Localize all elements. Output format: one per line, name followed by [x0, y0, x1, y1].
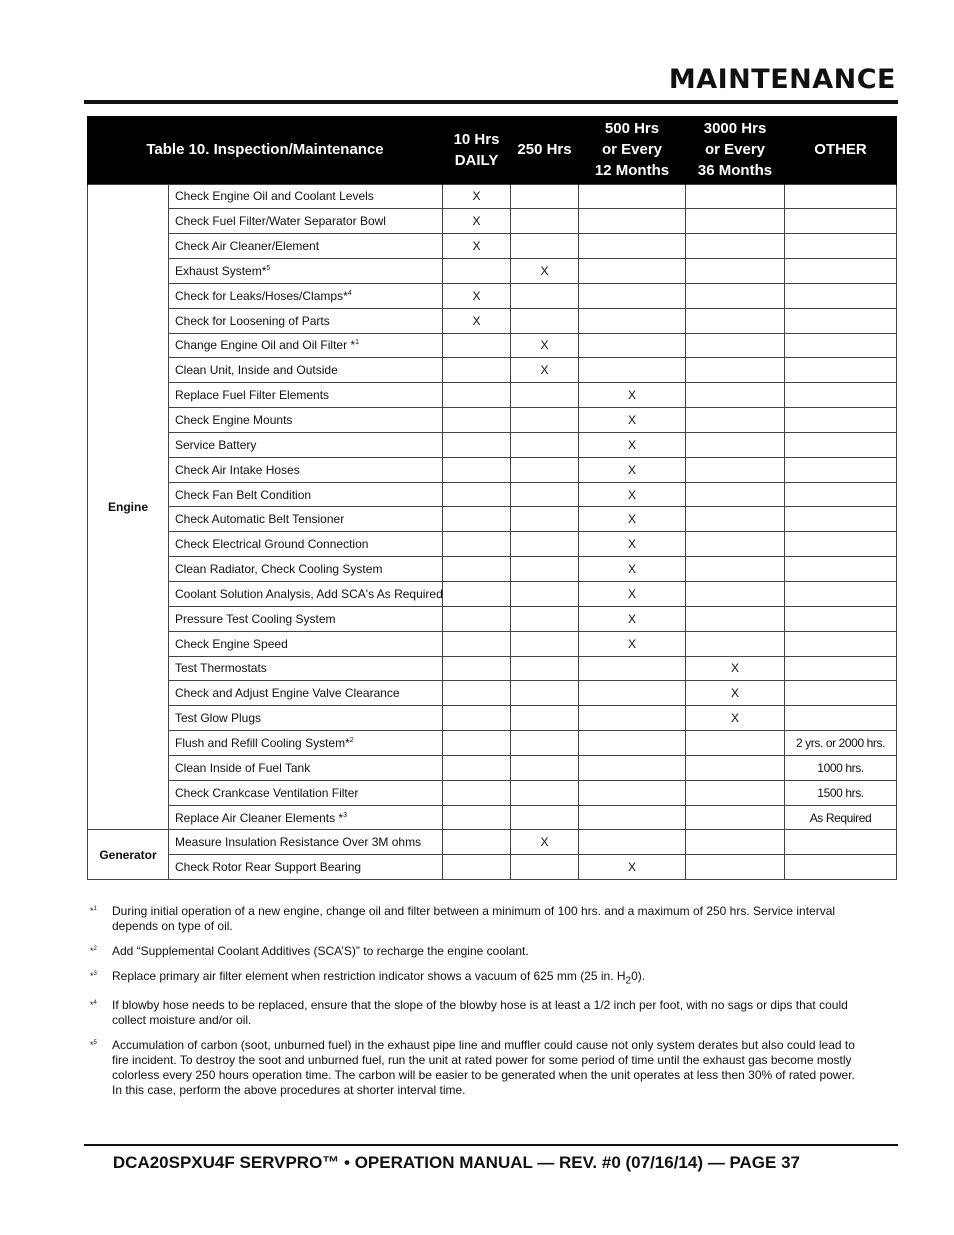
task-cell — [169, 432, 443, 457]
interval-500hrs-cell — [579, 805, 686, 830]
table-row — [88, 209, 897, 234]
task-cell — [169, 830, 443, 855]
interval-other-cell — [785, 507, 897, 532]
interval-250hrs-cell — [511, 805, 579, 830]
interval-10hrs-cell — [443, 333, 511, 358]
task-cell — [169, 855, 443, 880]
header-other: OTHER — [785, 116, 897, 184]
footnote-ref: 1 — [355, 339, 359, 347]
interval-3000hrs-cell — [686, 780, 785, 805]
interval-other-cell — [785, 432, 897, 457]
table-row — [88, 507, 897, 532]
footnote-text-main: Add “Supplemental Coolant Additives (SCA’S)” to recharge the engine coolant. — [112, 944, 529, 958]
interval-10hrs-cell: X — [443, 209, 511, 234]
footnote-text-main: Accumulation of carbon (soot, unburned fuel) in the exhaust pipe line and muffler could cause not only system derates but also could lead to fire incident. To destroy the soot and unburned fuel, run the unit at rated power for some period of time until the exhaust gas become mostly colorless every 250 hours operation time. The carbon will be easier to be generated when the unit operates at less then 30% of rated power. In this case, perform the above procedures at shorter interval time. — [112, 1038, 855, 1098]
interval-10hrs-cell — [443, 259, 511, 284]
task-cell — [169, 706, 443, 731]
table-row — [88, 358, 897, 383]
interval-250hrs-cell — [511, 383, 579, 408]
interval-250hrs-cell — [511, 457, 579, 482]
interval-10hrs-cell: X — [443, 283, 511, 308]
footnote-number: 5 — [93, 1040, 97, 1047]
interval-250hrs-cell — [511, 731, 579, 756]
footnote-text — [112, 944, 529, 958]
interval-3000hrs-cell — [686, 582, 785, 607]
footnote-asterisk: * — [90, 971, 94, 981]
table-caption: Table 10. Inspection/Maintenance — [88, 116, 443, 184]
task-cell — [169, 259, 443, 284]
task-cell — [169, 308, 443, 333]
interval-3000hrs-cell — [686, 408, 785, 433]
footnote-mark — [90, 904, 97, 919]
interval-other-cell — [785, 234, 897, 259]
header-3000hrs-line1: 3000 Hrs — [703, 120, 767, 138]
footnote — [90, 944, 860, 959]
interval-other-cell — [785, 209, 897, 234]
interval-250hrs-cell — [511, 482, 579, 507]
footnote-asterisk: * — [90, 1000, 94, 1011]
footnote-text — [112, 969, 646, 987]
footnote-mark — [90, 944, 97, 959]
table-row — [88, 606, 897, 631]
interval-3000hrs-cell: X — [686, 681, 785, 706]
interval-500hrs-cell — [579, 755, 686, 780]
interval-3000hrs-cell — [686, 457, 785, 482]
table-row — [88, 482, 897, 507]
footnote-text-after: 0). — [631, 969, 646, 983]
task-cell — [169, 631, 443, 656]
table-row — [88, 333, 897, 358]
task-label: Test Thermostats — [175, 661, 267, 676]
footnote — [90, 969, 860, 988]
table-row — [88, 532, 897, 557]
interval-250hrs-cell — [511, 308, 579, 333]
footnote-text — [112, 904, 835, 933]
table-row — [88, 855, 897, 880]
header-3000hrs-line2: or Every — [704, 141, 766, 159]
task-label: Exhaust System* — [175, 263, 267, 278]
task-cell — [169, 358, 443, 383]
task-cell — [169, 681, 443, 706]
interval-3000hrs-cell — [686, 259, 785, 284]
task-label: Check Crankcase Ventilation Filter — [175, 785, 359, 800]
task-label: Check Engine Mounts — [175, 413, 293, 428]
category-cell: Generator — [88, 830, 169, 880]
footnote-text — [112, 998, 848, 1027]
footnote-ref: 4 — [347, 289, 352, 297]
footnote-number: 3 — [93, 971, 97, 977]
interval-3000hrs-cell — [686, 184, 785, 209]
table-row — [88, 283, 897, 308]
table-row — [88, 706, 897, 731]
interval-500hrs-cell: X — [579, 507, 686, 532]
interval-250hrs-cell — [511, 582, 579, 607]
footnote-subscript: 2 — [625, 975, 632, 987]
interval-500hrs-cell: X — [579, 432, 686, 457]
footnote-text-main: Replace primary air filter element when restriction indicator shows a vacuum of 625 mm (25 in. H — [112, 969, 626, 983]
task-label: Clean Radiator, Check Cooling System — [175, 562, 383, 577]
interval-500hrs-cell — [579, 283, 686, 308]
task-label: Check Electrical Ground Connection — [175, 537, 369, 552]
interval-500hrs-cell — [579, 830, 686, 855]
interval-10hrs-cell — [443, 457, 511, 482]
interval-500hrs-cell: X — [579, 532, 686, 557]
interval-500hrs-cell — [579, 209, 686, 234]
task-cell — [169, 780, 443, 805]
interval-250hrs-cell — [511, 283, 579, 308]
interval-other-cell — [785, 631, 897, 656]
header-500hrs-line1: 500 Hrs — [604, 120, 660, 138]
footnote-asterisk: * — [90, 946, 94, 956]
task-label: Check for Loosening of Parts — [175, 313, 330, 328]
interval-other-cell — [785, 830, 897, 855]
task-cell — [169, 755, 443, 780]
interval-250hrs-cell: X — [511, 333, 579, 358]
interval-10hrs-cell — [443, 532, 511, 557]
interval-3000hrs-cell — [686, 557, 785, 582]
footnote — [90, 904, 860, 934]
task-cell — [169, 383, 443, 408]
footer-text: DCA20SPXU4F SERVPRO™ • OPERATION MANUAL — REV. #0 (07/16/14) — PAGE 37 — [112, 1153, 800, 1172]
interval-500hrs-cell — [579, 259, 686, 284]
interval-500hrs-cell: X — [579, 631, 686, 656]
interval-10hrs-cell — [443, 631, 511, 656]
header-500hrs-line2: or Every — [601, 141, 663, 159]
table-row — [88, 830, 897, 855]
interval-10hrs-cell — [443, 755, 511, 780]
interval-10hrs-cell — [443, 706, 511, 731]
table-row — [88, 805, 897, 830]
task-cell — [169, 507, 443, 532]
interval-500hrs-cell: X — [579, 408, 686, 433]
interval-250hrs-cell — [511, 408, 579, 433]
interval-other-cell: 1000 hrs. — [785, 755, 897, 780]
interval-10hrs-cell — [443, 358, 511, 383]
interval-3000hrs-cell: X — [686, 656, 785, 681]
interval-500hrs-cell: X — [579, 855, 686, 880]
interval-other-cell — [785, 532, 897, 557]
interval-250hrs-cell — [511, 706, 579, 731]
header-10hrs-line1: 10 Hrs — [453, 130, 500, 148]
interval-250hrs-cell: X — [511, 259, 579, 284]
interval-other-cell — [785, 557, 897, 582]
interval-500hrs-cell: X — [579, 582, 686, 607]
interval-250hrs-cell — [511, 656, 579, 681]
interval-other-cell — [785, 606, 897, 631]
table-row — [88, 408, 897, 433]
interval-250hrs-cell — [511, 507, 579, 532]
task-cell — [169, 333, 443, 358]
table-row — [88, 731, 897, 756]
table-row — [88, 631, 897, 656]
table-row — [88, 457, 897, 482]
interval-500hrs-cell — [579, 358, 686, 383]
footnotes — [90, 904, 860, 1108]
footnote-text-main: During initial operation of a new engine, change oil and filter between a minimum of 100 hrs. and a maximum of 250 hrs. Service interval depends on type of oil. — [112, 904, 836, 933]
header-500hrs — [579, 116, 686, 184]
interval-250hrs-cell — [511, 209, 579, 234]
interval-10hrs-cell — [443, 731, 511, 756]
interval-other-cell — [785, 706, 897, 731]
interval-3000hrs-cell — [686, 855, 785, 880]
task-label: Measure Insulation Resistance Over 3M ohms — [175, 835, 422, 850]
task-label: Change Engine Oil and Oil Filter * — [175, 338, 356, 353]
task-cell — [169, 557, 443, 582]
interval-other-cell: 2 yrs. or 2000 hrs. — [785, 731, 897, 756]
interval-500hrs-cell: X — [579, 606, 686, 631]
table-row — [88, 432, 897, 457]
task-cell — [169, 283, 443, 308]
interval-other-cell — [785, 283, 897, 308]
interval-other-cell — [785, 681, 897, 706]
interval-250hrs-cell — [511, 606, 579, 631]
interval-other-cell — [785, 656, 897, 681]
task-label: Clean Unit, Inside and Outside — [175, 363, 338, 378]
interval-500hrs-cell — [579, 656, 686, 681]
task-cell — [169, 482, 443, 507]
task-label: Check Automatic Belt Tensioner — [175, 512, 345, 527]
task-label: Check and Adjust Engine Valve Clearance — [175, 686, 400, 701]
interval-3000hrs-cell — [686, 755, 785, 780]
footnote — [90, 998, 860, 1028]
task-label: Check Air Cleaner/Element — [175, 239, 320, 254]
interval-3000hrs-cell: X — [686, 706, 785, 731]
interval-3000hrs-cell — [686, 482, 785, 507]
footnote-number: 1 — [93, 906, 97, 912]
task-cell — [169, 209, 443, 234]
task-cell — [169, 457, 443, 482]
task-label: Check Rotor Rear Support Bearing — [175, 860, 362, 875]
interval-250hrs-cell — [511, 631, 579, 656]
footnote-text — [112, 1038, 855, 1097]
interval-500hrs-cell: X — [579, 457, 686, 482]
interval-3000hrs-cell — [686, 308, 785, 333]
interval-other-cell: As Required — [785, 805, 897, 830]
interval-other-cell — [785, 358, 897, 383]
table-row — [88, 582, 897, 607]
interval-10hrs-cell — [443, 830, 511, 855]
footnote-number: 2 — [93, 946, 97, 952]
interval-10hrs-cell — [443, 582, 511, 607]
interval-3000hrs-cell — [686, 830, 785, 855]
interval-other-cell: 1500 hrs. — [785, 780, 897, 805]
interval-3000hrs-cell — [686, 283, 785, 308]
interval-250hrs-cell — [511, 184, 579, 209]
interval-250hrs-cell — [511, 432, 579, 457]
task-label: Service Battery — [175, 437, 257, 452]
interval-250hrs-cell — [511, 780, 579, 805]
footnote-ref: 2 — [349, 736, 354, 744]
interval-3000hrs-cell — [686, 805, 785, 830]
task-label: Clean Inside of Fuel Tank — [175, 760, 311, 775]
table-row — [88, 259, 897, 284]
table-row — [88, 557, 897, 582]
interval-10hrs-cell: X — [443, 308, 511, 333]
interval-10hrs-cell — [443, 507, 511, 532]
footnote-mark — [90, 969, 97, 984]
table-row — [88, 184, 897, 209]
interval-500hrs-cell — [579, 780, 686, 805]
interval-10hrs-cell — [443, 855, 511, 880]
header-10hrs — [443, 116, 511, 184]
interval-500hrs-cell — [579, 706, 686, 731]
task-label: Check Air Intake Hoses — [175, 462, 300, 477]
interval-250hrs-cell: X — [511, 830, 579, 855]
task-cell — [169, 582, 443, 607]
task-label: Check Fuel Filter/Water Separator Bowl — [175, 214, 386, 229]
interval-10hrs-cell — [443, 557, 511, 582]
table-row — [88, 234, 897, 259]
interval-10hrs-cell — [443, 482, 511, 507]
task-label: Coolant Solution Analysis, Add SCA's As Required — [175, 586, 443, 601]
task-cell — [169, 408, 443, 433]
interval-3000hrs-cell — [686, 532, 785, 557]
task-label: Check Engine Speed — [175, 636, 288, 651]
interval-500hrs-cell: X — [579, 383, 686, 408]
interval-other-cell — [785, 383, 897, 408]
interval-10hrs-cell — [443, 805, 511, 830]
table-row — [88, 780, 897, 805]
task-label: Replace Fuel Filter Elements — [175, 388, 330, 403]
interval-500hrs-cell: X — [579, 557, 686, 582]
interval-10hrs-cell — [443, 383, 511, 408]
table-row — [88, 656, 897, 681]
task-cell — [169, 234, 443, 259]
interval-3000hrs-cell — [686, 333, 785, 358]
footnote-mark — [90, 1038, 97, 1053]
table-row — [88, 681, 897, 706]
interval-3000hrs-cell — [686, 383, 785, 408]
interval-500hrs-cell — [579, 184, 686, 209]
interval-10hrs-cell — [443, 606, 511, 631]
footnote-ref: 3 — [343, 811, 347, 819]
interval-other-cell — [785, 259, 897, 284]
task-cell — [169, 606, 443, 631]
interval-500hrs-cell: X — [579, 482, 686, 507]
interval-250hrs-cell — [511, 557, 579, 582]
footnote-ref: 5 — [266, 264, 271, 272]
interval-500hrs-cell — [579, 234, 686, 259]
interval-250hrs-cell — [511, 234, 579, 259]
task-label: Check Fan Belt Condition — [175, 487, 312, 502]
footnote-asterisk: * — [90, 906, 94, 916]
table-row — [88, 308, 897, 333]
interval-250hrs-cell — [511, 681, 579, 706]
interval-3000hrs-cell — [686, 507, 785, 532]
interval-3000hrs-cell — [686, 631, 785, 656]
title-rule — [84, 100, 898, 104]
interval-other-cell — [785, 482, 897, 507]
task-label: Check for Leaks/Hoses/Clamps* — [175, 288, 348, 303]
task-cell — [169, 532, 443, 557]
interval-other-cell — [785, 408, 897, 433]
header-250hrs: 250 Hrs — [511, 116, 579, 184]
table-row — [88, 383, 897, 408]
interval-250hrs-cell — [511, 855, 579, 880]
interval-3000hrs-cell — [686, 234, 785, 259]
footer-rule — [84, 1144, 898, 1146]
table-body — [88, 184, 897, 880]
interval-10hrs-cell: X — [443, 184, 511, 209]
interval-500hrs-cell — [579, 333, 686, 358]
interval-other-cell — [785, 184, 897, 209]
interval-10hrs-cell — [443, 681, 511, 706]
interval-3000hrs-cell — [686, 606, 785, 631]
interval-other-cell — [785, 333, 897, 358]
interval-other-cell — [785, 855, 897, 880]
page-title: MAINTENANCE — [668, 64, 896, 95]
task-label: Check Engine Oil and Coolant Levels — [175, 189, 374, 204]
task-cell — [169, 184, 443, 209]
header-3000hrs — [686, 116, 785, 184]
footnote-text-main: If blowby hose needs to be replaced, ensure that the slope of the blowby hose is at least a 1/2 inch per foot, with no sags or dips that could collect moisture and/or oil. — [112, 998, 848, 1028]
interval-500hrs-cell — [579, 681, 686, 706]
interval-500hrs-cell — [579, 731, 686, 756]
header-10hrs-line2: DAILY — [454, 151, 499, 169]
interval-other-cell — [785, 582, 897, 607]
category-cell: Engine — [88, 184, 169, 830]
interval-10hrs-cell — [443, 432, 511, 457]
interval-10hrs-cell — [443, 780, 511, 805]
interval-250hrs-cell — [511, 532, 579, 557]
footnote-asterisk: * — [90, 1040, 94, 1051]
header-3000hrs-line3: 36 Months — [697, 162, 773, 180]
table-row — [88, 755, 897, 780]
interval-500hrs-cell — [579, 308, 686, 333]
table-header-row — [88, 116, 897, 184]
interval-250hrs-cell: X — [511, 358, 579, 383]
interval-3000hrs-cell — [686, 731, 785, 756]
task-label: Pressure Test Cooling System — [175, 611, 336, 626]
interval-3000hrs-cell — [686, 209, 785, 234]
task-cell — [169, 731, 443, 756]
task-cell — [169, 805, 443, 830]
interval-10hrs-cell — [443, 408, 511, 433]
footnote-mark — [90, 998, 97, 1013]
interval-10hrs-cell — [443, 656, 511, 681]
task-cell — [169, 656, 443, 681]
header-500hrs-line3: 12 Months — [594, 162, 670, 180]
interval-3000hrs-cell — [686, 358, 785, 383]
interval-250hrs-cell — [511, 755, 579, 780]
interval-other-cell — [785, 308, 897, 333]
footnote-number: 4 — [93, 1000, 97, 1007]
interval-10hrs-cell: X — [443, 234, 511, 259]
task-label: Test Glow Plugs — [175, 711, 262, 726]
footnote — [90, 1038, 860, 1098]
task-label: Replace Air Cleaner Elements * — [175, 810, 344, 825]
task-label: Flush and Refill Cooling System* — [175, 735, 350, 750]
inspection-maintenance-table — [87, 116, 897, 880]
interval-3000hrs-cell — [686, 432, 785, 457]
interval-other-cell — [785, 457, 897, 482]
